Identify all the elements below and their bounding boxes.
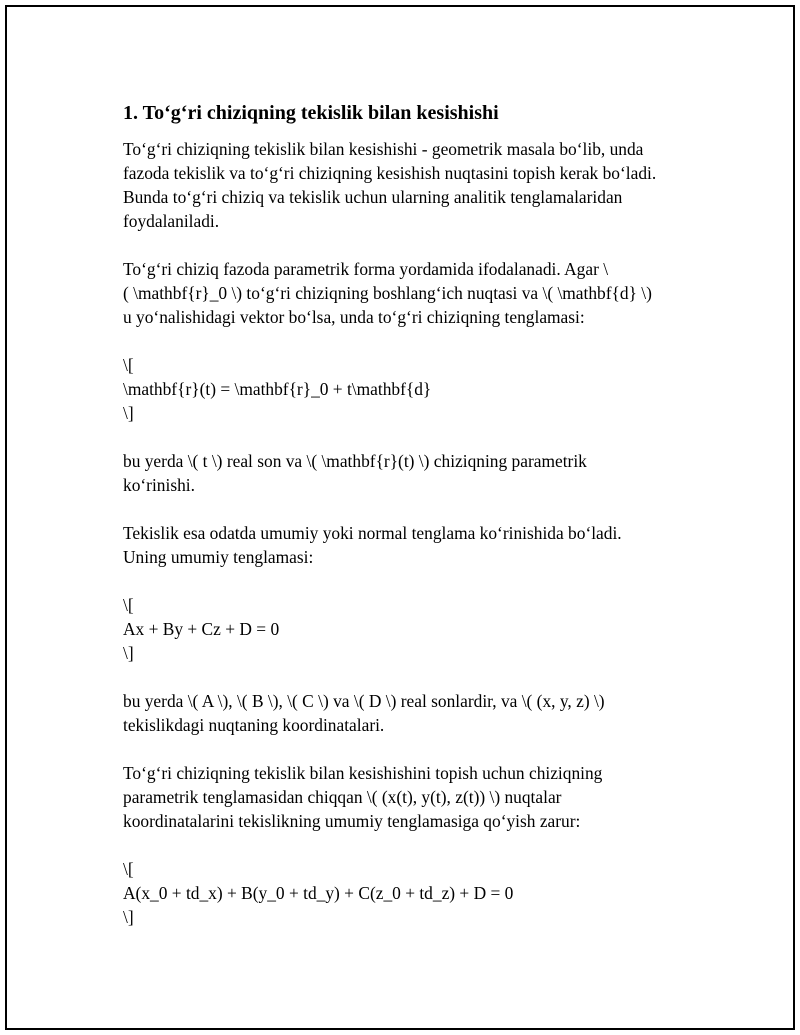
text-line: Bunda to‘g‘ri chiziq va tekislik uchun ularning analitik tenglamalaridan — [123, 187, 623, 207]
text-line: To‘g‘ri chiziqning tekislik bilan kesishishi - geometrik masala bo‘lib, unda — [123, 139, 644, 159]
text-line: ko‘rinishi. — [123, 475, 195, 495]
text-line: Uning umumiy tenglamasi: — [123, 547, 314, 567]
equation-close: \] — [123, 643, 134, 663]
equation-body: \mathbf{r}(t) = \mathbf{r}_0 + t\mathbf{d} — [123, 379, 432, 399]
equation-close: \] — [123, 907, 134, 927]
document-page — [5, 5, 795, 1030]
paragraph-intersection — [123, 761, 683, 833]
equation-body: A(x_0 + td_x) + B(y_0 + td_y) + C(z_0 + td_z) + D = 0 — [123, 883, 514, 903]
text-line: ( \mathbf{r}_0 \) to‘g‘ri chiziqning boshlang‘ich nuqtasi va \( \mathbf{d} \) — [123, 283, 652, 303]
paragraph-intro — [123, 137, 683, 233]
text-line: Tekislik esa odatda umumiy yoki normal tenglama ko‘rinishida bo‘ladi. — [123, 523, 622, 543]
equation-open: \[ — [123, 859, 134, 879]
text-line: bu yerda \( t \) real son va \( \mathbf{r}(t) \) chiziqning parametrik — [123, 451, 587, 471]
paragraph-plane-definition — [123, 521, 683, 569]
text-line: tekislikdagi nuqtaning koordinatalari. — [123, 715, 385, 735]
equation-close: \] — [123, 403, 134, 423]
section-title: 1. To‘g‘ri chiziqning tekislik bilan kesishishi — [123, 102, 499, 124]
text-line: koordinatalarini tekislikning umumiy tenglamasiga qo‘yish zarur: — [123, 811, 581, 831]
equation-line — [123, 353, 683, 425]
text-line: To‘g‘ri chiziq fazoda parametrik forma yordamida ifodalanadi. Agar \ — [123, 259, 609, 279]
equation-open: \[ — [123, 595, 134, 615]
paragraph-line-definition — [123, 257, 683, 329]
text-line: bu yerda \( A \), \( B \), \( C \) va \( D \) real sonlardir, va \( (x, y, z) \) — [123, 691, 605, 711]
document-body — [123, 100, 683, 953]
text-line: parametrik tenglamasidan chiqqan \( (x(t), y(t), z(t)) \) nuqtalar — [123, 787, 562, 807]
paragraph-line-explanation — [123, 449, 683, 497]
equation-substitution — [123, 857, 683, 929]
text-line: foydalaniladi. — [123, 211, 220, 231]
paragraph-plane-explanation — [123, 689, 683, 737]
equation-open: \[ — [123, 355, 134, 375]
text-line: To‘g‘ri chiziqning tekislik bilan kesishishini topish uchun chiziqning — [123, 763, 603, 783]
equation-plane — [123, 593, 683, 665]
text-line: u yo‘nalishidagi vektor bo‘lsa, unda to‘g‘ri chiziqning tenglamasi: — [123, 307, 585, 327]
text-line: fazoda tekislik va to‘g‘ri chiziqning kesishish nuqtasini topish kerak bo‘ladi. — [123, 163, 657, 183]
equation-body: Ax + By + Cz + D = 0 — [123, 619, 280, 639]
